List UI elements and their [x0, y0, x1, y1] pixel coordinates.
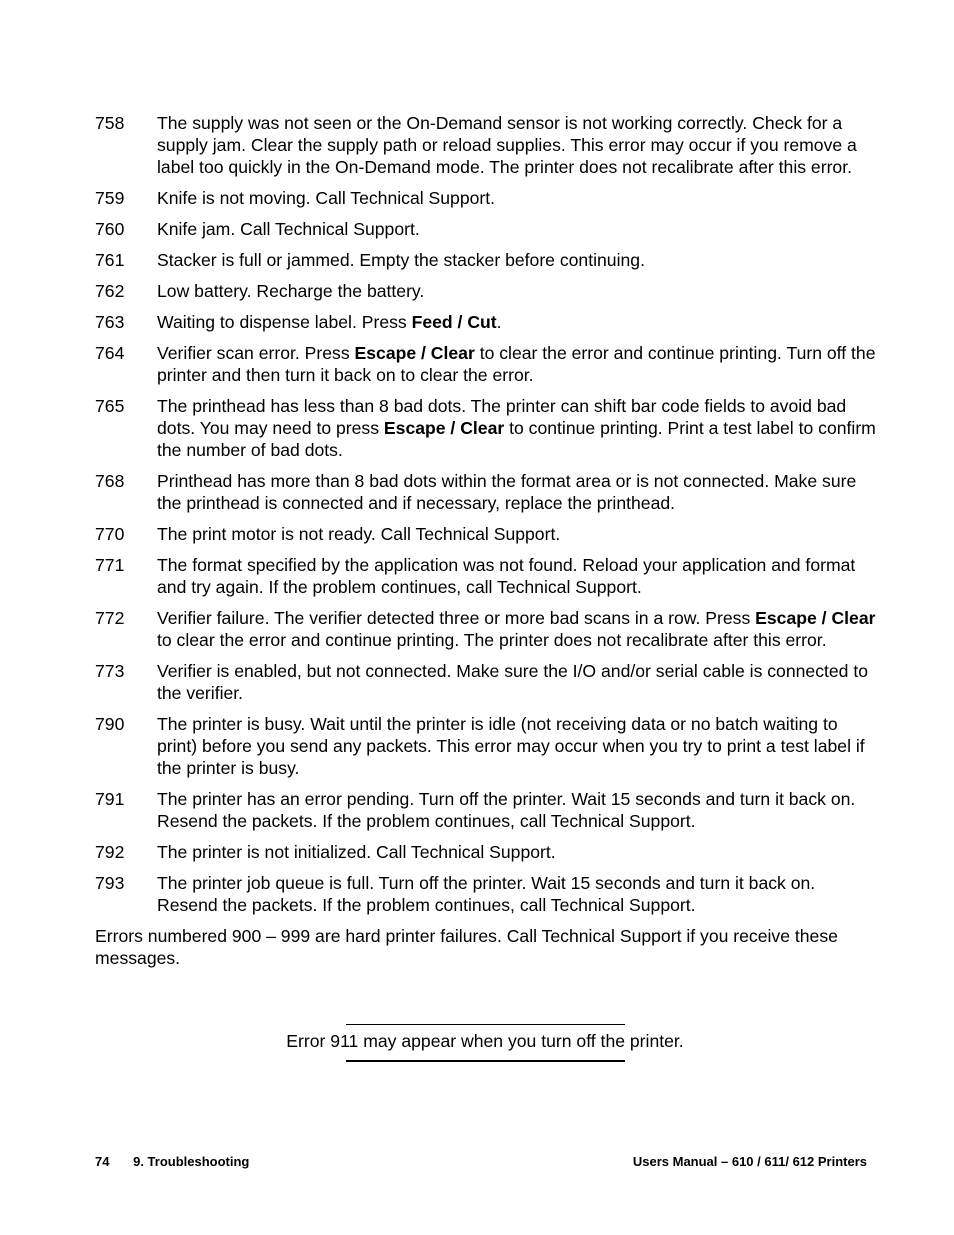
error-entry-772 — [95, 607, 880, 651]
error-entry-773 — [95, 660, 880, 704]
error-entry-762 — [95, 280, 880, 302]
error-code: 760 — [95, 219, 125, 239]
error-description — [157, 395, 880, 461]
error-entry-791 — [95, 788, 880, 832]
error-entry-758 — [95, 112, 880, 178]
error-entry-770 — [95, 523, 880, 545]
description-text: to clear the error and continue printing. The printer does not recalibrate after this error. — [157, 630, 827, 650]
error-entry-768 — [95, 470, 880, 514]
error-code: 792 — [95, 842, 125, 862]
description-text: The format specified by the application was not found. Reload your application and format and try again. If the problem continues, call Technical Support. — [157, 555, 856, 597]
error-description — [157, 218, 880, 240]
error-description — [157, 311, 880, 333]
error-code: 764 — [95, 343, 125, 363]
key-name: Feed / Cut — [411, 312, 497, 332]
section-title: 9. Troubleshooting — [133, 1154, 250, 1169]
error-entry-764 — [95, 342, 880, 386]
description-text: . — [496, 312, 502, 332]
description-text: Verifier scan error. Press — [157, 343, 355, 363]
error-entry-765 — [95, 395, 880, 461]
error-description — [157, 280, 880, 302]
error-code: 790 — [95, 714, 125, 734]
error-description — [157, 112, 880, 178]
description-text: Verifier is enabled, but not connected. Make sure the I/O and/or serial cable is connected to the verifier. — [157, 661, 869, 703]
error-code: 765 — [95, 396, 125, 416]
error-entry-763 — [95, 311, 880, 333]
error-entry-761 — [95, 249, 880, 271]
error-entry-760 — [95, 218, 880, 240]
description-text: Low battery. Recharge the battery. — [157, 281, 425, 301]
error-description — [157, 249, 880, 271]
error-description — [157, 342, 880, 386]
error-code: 793 — [95, 873, 125, 893]
description-text: The printer has an error pending. Turn off the printer. Wait 15 seconds and turn it back on. Resend the packets. If the problem continues, call Technical Support. — [157, 789, 856, 831]
error-code: 770 — [95, 524, 125, 544]
error-code-list — [95, 112, 880, 916]
error-code: 772 — [95, 608, 125, 628]
error-code: 761 — [95, 250, 125, 270]
description-text: The printer job queue is full. Turn off the printer. Wait 15 seconds and turn it back on. Resend the packets. If the problem continues, call Technical Support. — [157, 873, 816, 915]
error-description — [157, 713, 880, 779]
note-text: Error 911 may appear when you turn off the printer. — [286, 1031, 684, 1051]
error-description — [157, 872, 880, 916]
page-footer — [95, 1154, 867, 1169]
error-entry-793 — [95, 872, 880, 916]
hard-failures-paragraph: Errors numbered 900 – 999 are hard printer failures. Call Technical Support if you receive these messages. — [95, 926, 838, 968]
error-entry-790 — [95, 713, 880, 779]
description-text: The printer is not initialized. Call Technical Support. — [157, 842, 556, 862]
note-bottom-rule — [346, 1060, 625, 1062]
description-text: The printer is busy. Wait until the printer is idle (not receiving data or no batch waiting to print) before you send any packets. This error may occur when you try to print a test label if the printer is busy. — [157, 714, 865, 778]
description-text: Stacker is full or jammed. Empty the stacker before continuing. — [157, 250, 645, 270]
description-text: Printhead has more than 8 bad dots within the format area or is not connected. Make sure the printhead is connected and if necessary, replace the printhead. — [157, 471, 857, 513]
error-description — [157, 841, 880, 863]
description-text: Waiting to dispense label. Press — [157, 312, 412, 332]
page-number: 74 — [95, 1154, 110, 1169]
error-description — [157, 607, 880, 651]
error-description — [157, 788, 880, 832]
description-text: The print motor is not ready. Call Technical Support. — [157, 524, 561, 544]
error-code: 763 — [95, 312, 125, 332]
manual-title: Users Manual – 610 / 611/ 612 Printers — [632, 1154, 867, 1169]
description-text: The printhead has less than 8 bad dots. The printer can shift bar code fields to avoid bad dots. You may need to press — [157, 396, 847, 438]
description-text: Verifier failure. The verifier detected three or more bad scans in a row. Press — [157, 608, 756, 628]
key-name: Escape / Clear — [383, 418, 505, 438]
key-name: Escape / Clear — [354, 343, 475, 363]
footer-left — [95, 1154, 249, 1169]
error-description — [157, 523, 880, 545]
error-description — [157, 187, 880, 209]
description-text: Knife is not moving. Call Technical Support. — [157, 188, 496, 208]
description-text: to continue printing. Print a test label to confirm the number of bad dots. — [157, 418, 876, 460]
description-text: to clear the error and continue printing. Turn off the printer and then turn it back on to clear the error. — [157, 343, 876, 385]
error-code: 771 — [95, 555, 125, 575]
error-description — [157, 660, 880, 704]
error-description — [157, 554, 880, 598]
error-code: 762 — [95, 281, 125, 301]
error-entry-771 — [95, 554, 880, 598]
description-text: Knife jam. Call Technical Support. — [157, 219, 420, 239]
error-entry-792 — [95, 841, 880, 863]
description-text: The supply was not seen or the On-Demand sensor is not working correctly. Check for a supply jam. Clear the supply path or reload supplies. This error may occur if you remove a label too quickly in the On-Demand mode. The printer does not recalibrate after this error. — [157, 113, 857, 177]
error-code: 773 — [95, 661, 125, 681]
note-top-rule — [346, 1024, 625, 1025]
error-description — [157, 470, 880, 514]
error-code: 758 — [95, 113, 125, 133]
key-name: Escape / Clear — [755, 608, 876, 628]
error-code: 791 — [95, 789, 125, 809]
error-list-content — [95, 112, 880, 969]
error-code: 768 — [95, 471, 125, 491]
error-entry-759 — [95, 187, 880, 209]
error-code: 759 — [95, 188, 125, 208]
